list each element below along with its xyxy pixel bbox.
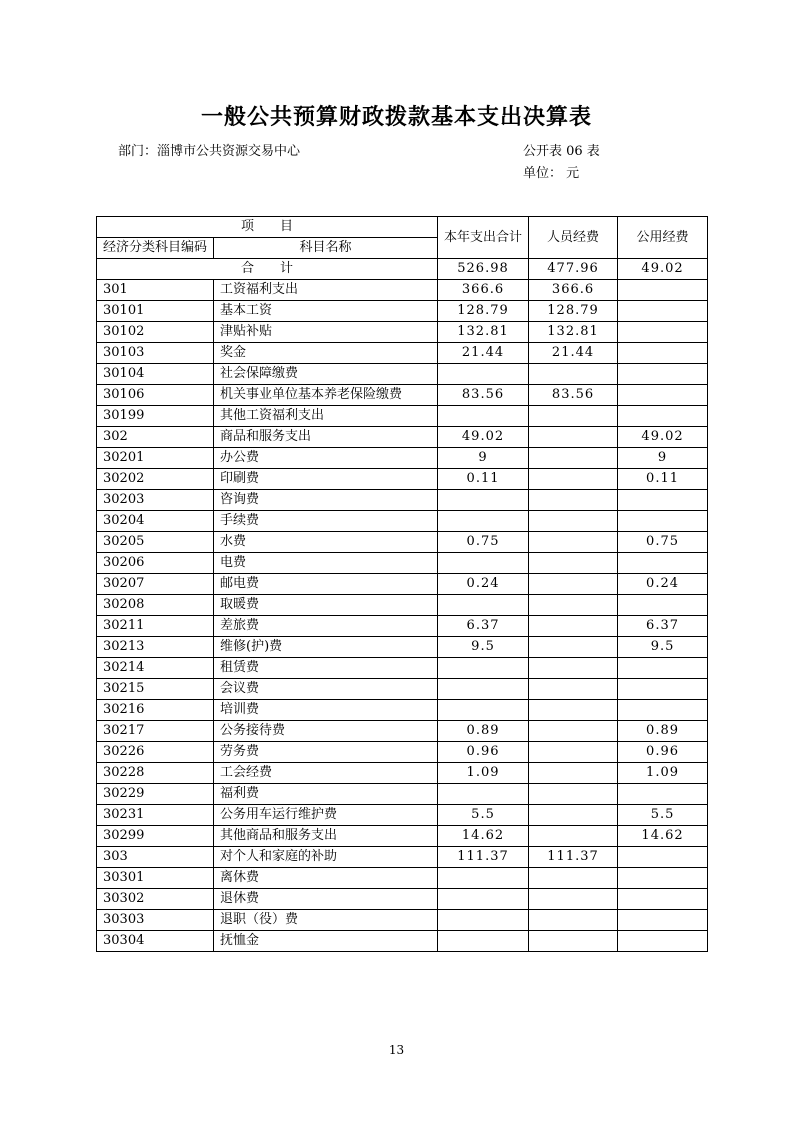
code-cell: 303	[97, 847, 214, 868]
name-cell: 福利费	[214, 784, 438, 805]
table-row	[97, 427, 708, 448]
code-cell: 302	[97, 427, 214, 448]
name-cell: 机关事业单位基本养老保险缴费	[214, 385, 438, 406]
name-cell: 其他工资福利支出	[214, 406, 438, 427]
code-cell: 30208	[97, 595, 214, 616]
table-row	[97, 826, 708, 847]
table-row	[97, 679, 708, 700]
table-row	[97, 406, 708, 427]
personnel-cell	[529, 826, 618, 847]
personnel-cell	[529, 763, 618, 784]
code-cell: 30301	[97, 868, 214, 889]
public-cell	[618, 301, 708, 322]
total-cell: 5.5	[438, 805, 529, 826]
personnel-cell	[529, 427, 618, 448]
public-cell	[618, 595, 708, 616]
name-cell: 商品和服务支出	[214, 427, 438, 448]
public-cell: 5.5	[618, 805, 708, 826]
total-cell: 0.89	[438, 721, 529, 742]
personnel-cell	[529, 448, 618, 469]
name-cell: 抚恤金	[214, 931, 438, 952]
total-cell	[438, 910, 529, 931]
table-row	[97, 532, 708, 553]
public-cell	[618, 868, 708, 889]
public-cell: 1.09	[618, 763, 708, 784]
total-cell: 526.98	[438, 259, 529, 280]
total-cell	[438, 658, 529, 679]
name-cell: 培训费	[214, 700, 438, 721]
name-cell: 租赁费	[214, 658, 438, 679]
name-cell: 离休费	[214, 868, 438, 889]
name-cell: 邮电费	[214, 574, 438, 595]
table-row	[97, 490, 708, 511]
total-cell	[438, 553, 529, 574]
personnel-cell: 111.37	[529, 847, 618, 868]
table-row	[97, 343, 708, 364]
public-cell: 9	[618, 448, 708, 469]
code-cell: 30216	[97, 700, 214, 721]
name-cell: 津贴补贴	[214, 322, 438, 343]
total-cell	[438, 511, 529, 532]
table-row	[97, 553, 708, 574]
public-cell: 49.02	[618, 427, 708, 448]
total-cell: 14.62	[438, 826, 529, 847]
personnel-cell	[529, 406, 618, 427]
public-cell	[618, 343, 708, 364]
personnel-cell	[529, 700, 618, 721]
personnel-cell	[529, 679, 618, 700]
code-cell: 30199	[97, 406, 214, 427]
personnel-cell	[529, 532, 618, 553]
table-row	[97, 889, 708, 910]
code-cell: 30302	[97, 889, 214, 910]
code-cell: 30204	[97, 511, 214, 532]
total-cell: 9	[438, 448, 529, 469]
code-cell: 30205	[97, 532, 214, 553]
personnel-cell: 366.6	[529, 280, 618, 301]
name-cell: 劳务费	[214, 742, 438, 763]
public-cell: 0.75	[618, 532, 708, 553]
public-cell: 6.37	[618, 616, 708, 637]
name-cell: 咨询费	[214, 490, 438, 511]
name-cell: 公务用车运行维护费	[214, 805, 438, 826]
code-cell: 30103	[97, 343, 214, 364]
code-cell: 30215	[97, 679, 214, 700]
personnel-cell	[529, 805, 618, 826]
table-row	[97, 805, 708, 826]
public-cell: 0.24	[618, 574, 708, 595]
total-cell: 366.6	[438, 280, 529, 301]
code-cell: 30303	[97, 910, 214, 931]
total-cell: 0.96	[438, 742, 529, 763]
personnel-cell	[529, 595, 618, 616]
name-cell: 对个人和家庭的补助	[214, 847, 438, 868]
personnel-cell	[529, 364, 618, 385]
total-cell: 21.44	[438, 343, 529, 364]
public-cell	[618, 322, 708, 343]
code-cell: 30102	[97, 322, 214, 343]
total-cell	[438, 784, 529, 805]
public-cell	[618, 847, 708, 868]
table-row	[97, 931, 708, 952]
personnel-cell	[529, 637, 618, 658]
code-cell: 30106	[97, 385, 214, 406]
public-cell	[618, 889, 708, 910]
personnel-cell	[529, 742, 618, 763]
total-cell	[438, 490, 529, 511]
table-row	[97, 742, 708, 763]
personnel-cell	[529, 616, 618, 637]
code-cell: 30206	[97, 553, 214, 574]
personnel-cell: 128.79	[529, 301, 618, 322]
table-row	[97, 637, 708, 658]
total-cell: 111.37	[438, 847, 529, 868]
public-cell	[618, 784, 708, 805]
name-cell: 其他商品和服务支出	[214, 826, 438, 847]
personnel-cell: 83.56	[529, 385, 618, 406]
name-cell: 退职（役）费	[214, 910, 438, 931]
total-cell: 49.02	[438, 427, 529, 448]
name-cell: 基本工资	[214, 301, 438, 322]
total-cell	[438, 406, 529, 427]
table-row	[97, 364, 708, 385]
code-cell: 30104	[97, 364, 214, 385]
table-row	[97, 448, 708, 469]
total-cell: 9.5	[438, 637, 529, 658]
public-cell	[618, 280, 708, 301]
total-label: 合 计	[97, 259, 438, 280]
total-cell	[438, 364, 529, 385]
code-cell: 30304	[97, 931, 214, 952]
name-cell: 退休费	[214, 889, 438, 910]
personnel-cell	[529, 910, 618, 931]
total-cell: 6.37	[438, 616, 529, 637]
table-row	[97, 910, 708, 931]
public-cell	[618, 700, 708, 721]
code-cell: 30203	[97, 490, 214, 511]
name-cell: 手续费	[214, 511, 438, 532]
name-cell: 维修(护)费	[214, 637, 438, 658]
total-cell	[438, 889, 529, 910]
code-cell: 30217	[97, 721, 214, 742]
page-title: 一般公共预算财政拨款基本支出决算表	[200, 105, 592, 130]
public-cell: 9.5	[618, 637, 708, 658]
personnel-cell	[529, 511, 618, 532]
total-cell	[438, 931, 529, 952]
name-cell: 工会经费	[214, 763, 438, 784]
public-cell	[618, 910, 708, 931]
table-row	[97, 280, 708, 301]
table-row	[97, 658, 708, 679]
code-cell: 30299	[97, 826, 214, 847]
total-cell: 83.56	[438, 385, 529, 406]
table-row	[97, 868, 708, 889]
unit-label: 单位： 元	[523, 166, 580, 181]
total-cell	[438, 700, 529, 721]
header-total: 本年支出合计	[438, 217, 529, 259]
personnel-cell: 132.81	[529, 322, 618, 343]
name-cell: 奖金	[214, 343, 438, 364]
name-cell: 水费	[214, 532, 438, 553]
name-cell: 电费	[214, 553, 438, 574]
personnel-cell: 477.96	[529, 259, 618, 280]
public-cell	[618, 553, 708, 574]
department-label: 部门：淄博市公共资源交易中心	[118, 144, 301, 159]
table-row	[97, 784, 708, 805]
code-cell: 30214	[97, 658, 214, 679]
table-row	[97, 301, 708, 322]
name-cell: 公务接待费	[214, 721, 438, 742]
table-row	[97, 385, 708, 406]
total-cell: 1.09	[438, 763, 529, 784]
table-row	[97, 322, 708, 343]
code-cell: 30229	[97, 784, 214, 805]
name-cell: 会议费	[214, 679, 438, 700]
header-personnel: 人员经费	[529, 217, 618, 259]
table-row	[97, 595, 708, 616]
code-cell: 30211	[97, 616, 214, 637]
name-cell: 印刷费	[214, 469, 438, 490]
personnel-cell	[529, 889, 618, 910]
code-cell: 30207	[97, 574, 214, 595]
code-cell: 301	[97, 280, 214, 301]
public-cell	[618, 931, 708, 952]
header-item: 项 目	[97, 217, 438, 238]
code-cell: 30101	[97, 301, 214, 322]
name-cell: 工资福利支出	[214, 280, 438, 301]
public-cell	[618, 511, 708, 532]
public-cell	[618, 679, 708, 700]
personnel-cell	[529, 469, 618, 490]
personnel-cell	[529, 490, 618, 511]
personnel-cell: 21.44	[529, 343, 618, 364]
public-cell	[618, 658, 708, 679]
table-row	[97, 847, 708, 868]
header-code: 经济分类科目编码	[97, 238, 214, 259]
public-cell	[618, 490, 708, 511]
public-cell	[618, 364, 708, 385]
name-cell: 差旅费	[214, 616, 438, 637]
public-cell: 14.62	[618, 826, 708, 847]
personnel-cell	[529, 868, 618, 889]
header-public: 公用经费	[618, 217, 708, 259]
code-cell: 30226	[97, 742, 214, 763]
public-cell	[618, 385, 708, 406]
name-cell: 取暖费	[214, 595, 438, 616]
total-cell	[438, 868, 529, 889]
personnel-cell	[529, 553, 618, 574]
header-name: 科目名称	[214, 238, 438, 259]
code-cell: 30201	[97, 448, 214, 469]
total-cell: 132.81	[438, 322, 529, 343]
total-cell: 0.11	[438, 469, 529, 490]
total-cell: 0.24	[438, 574, 529, 595]
table-row	[97, 616, 708, 637]
total-cell: 128.79	[438, 301, 529, 322]
total-cell: 0.75	[438, 532, 529, 553]
public-cell: 0.96	[618, 742, 708, 763]
table-row	[97, 721, 708, 742]
table-row	[97, 511, 708, 532]
personnel-cell	[529, 721, 618, 742]
total-row	[97, 259, 708, 280]
table-row	[97, 469, 708, 490]
table-row	[97, 700, 708, 721]
budget-table	[96, 216, 708, 952]
code-cell: 30202	[97, 469, 214, 490]
page-number: 13	[388, 1043, 405, 1057]
name-cell: 办公费	[214, 448, 438, 469]
name-cell: 社会保障缴费	[214, 364, 438, 385]
public-cell: 49.02	[618, 259, 708, 280]
public-cell: 0.11	[618, 469, 708, 490]
personnel-cell	[529, 784, 618, 805]
code-cell: 30228	[97, 763, 214, 784]
table-row	[97, 574, 708, 595]
table-row	[97, 763, 708, 784]
personnel-cell	[529, 574, 618, 595]
personnel-cell	[529, 658, 618, 679]
public-cell: 0.89	[618, 721, 708, 742]
personnel-cell	[529, 931, 618, 952]
code-cell: 30213	[97, 637, 214, 658]
table-number: 公开表 06 表	[523, 144, 600, 159]
total-cell	[438, 595, 529, 616]
code-cell: 30231	[97, 805, 214, 826]
public-cell	[618, 406, 708, 427]
total-cell	[438, 679, 529, 700]
